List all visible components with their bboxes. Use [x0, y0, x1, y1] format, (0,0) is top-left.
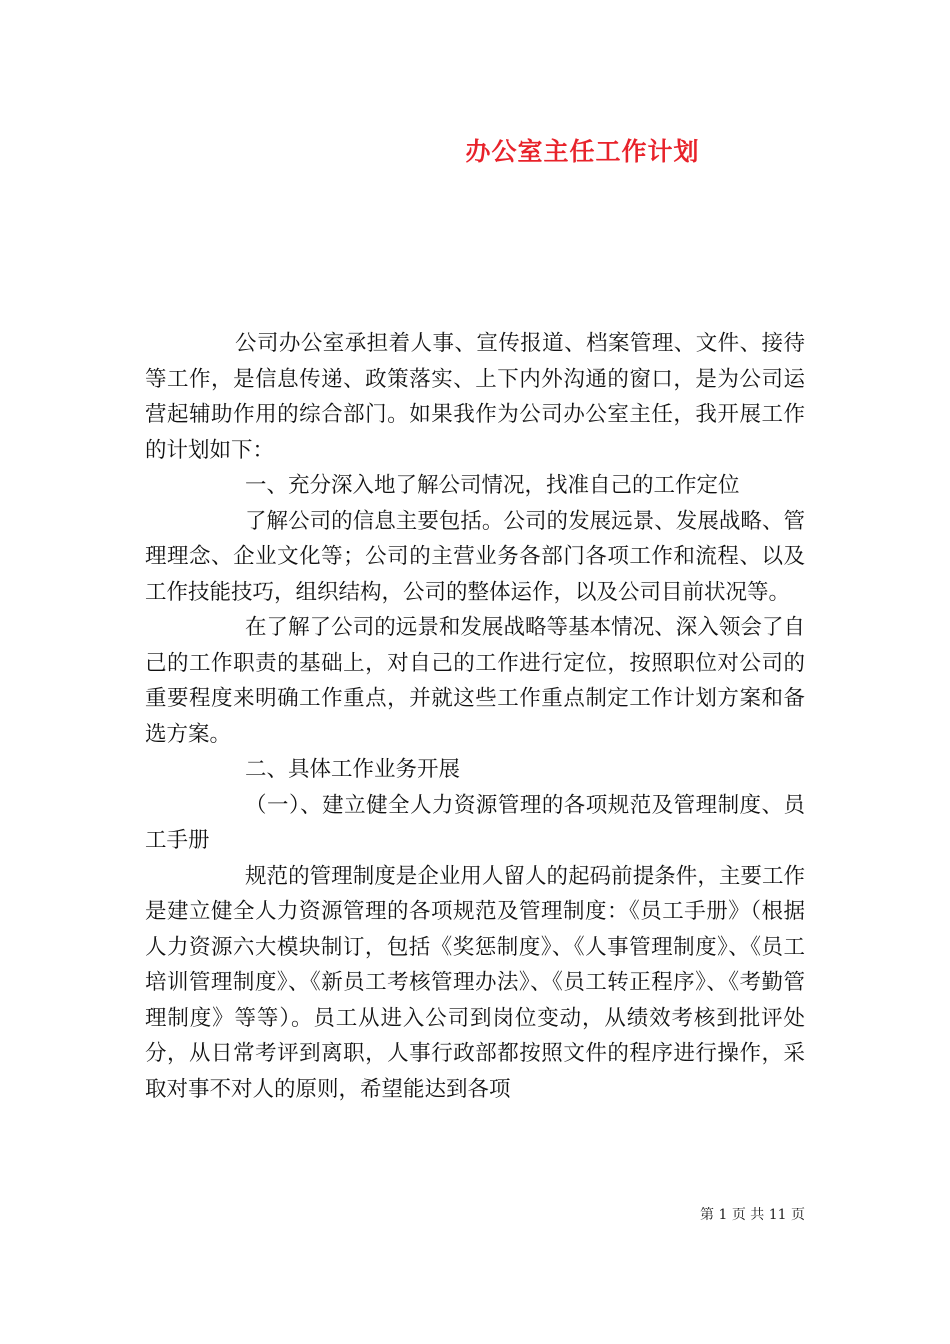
paragraph-company-info: 了解公司的信息主要包括。公司的发展远景、发展战略、管理理念、企业文化等；公司的主营业务各部门各项工作和流程、以及工作技能技巧，组织结构，公司的整体运作，以及公司目前状况等。	[145, 508, 805, 605]
section-heading-1: 一、充分深入地了解公司情况，找准自己的工作定位	[245, 473, 740, 498]
subsection-heading-1: （一）、建立健全人力资源管理的各项规范及管理制度、员工手册	[145, 792, 805, 853]
page-number: 第 1 页 共 11 页	[700, 1207, 805, 1223]
document-title: 办公室主任工作计划	[465, 137, 700, 166]
paragraph-regulations: 规范的管理制度是企业用人留人的起码前提条件，主要工作是建立健全人力资源管理的各项规范及管理制度：《员工手册》（根据人力资源六大模块制订，包括《奖惩制度》、《人事管理制度》、《员工培训管理制度》、《新员工考核管理办法》、《员工转正程序》、《考勤管理制度》等等）。员工从进入公司到岗位变动，从绩效考核到批评处分，从日常考评到离职，人事行政部都按照文件的程序进行操作，采取对事不对人的原则，希望能达到各项	[145, 863, 805, 1102]
document-body	[145, 326, 805, 1107]
paragraph-positioning: 在了解了公司的远景和发展战略等基本情况、深入领会了自己的工作职责的基础上，对自己的工作进行定位，按照职位对公司的重要程度来明确工作重点，并就这些工作重点制定工作计划方案和备选方案。	[145, 615, 805, 747]
section-heading-2: 二、具体工作业务开展	[245, 757, 461, 782]
paragraph-intro: 公司办公室承担着人事、宣传报道、档案管理、文件、接待等工作，是信息传递、政策落实、上下内外沟通的窗口，是为公司运营起辅助作用的综合部门。如果我作为公司办公室主任，我开展工作的计划如下：	[145, 331, 805, 463]
